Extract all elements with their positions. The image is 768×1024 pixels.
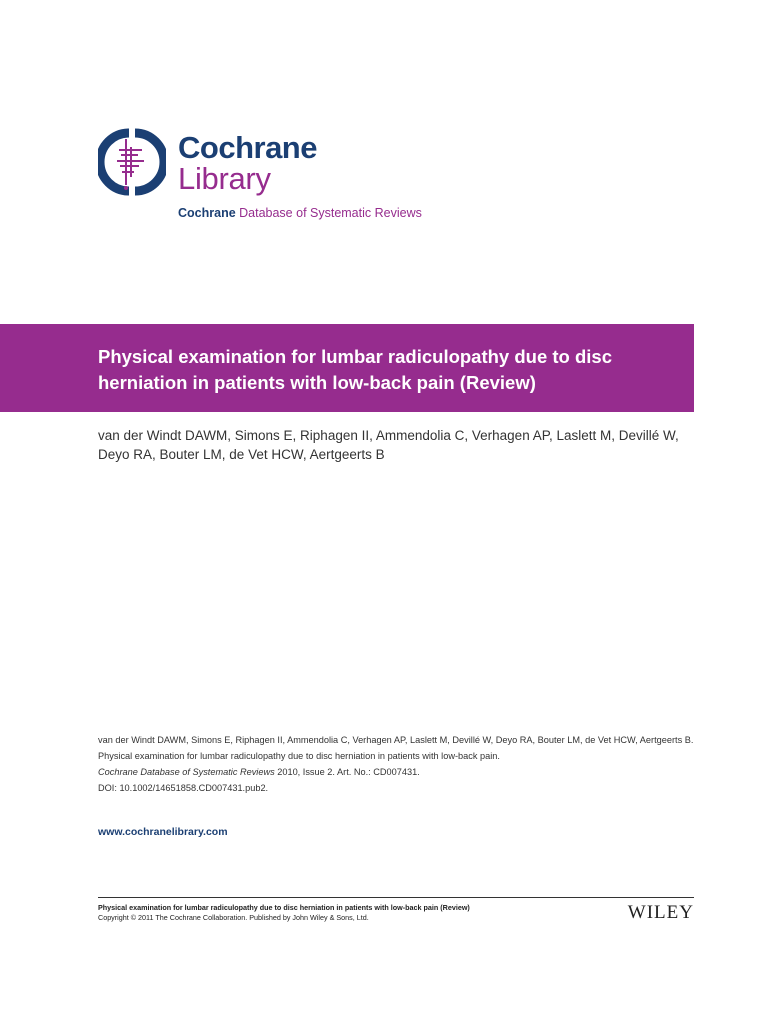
website-link[interactable]: www.cochranelibrary.com [98,826,228,838]
database-name-rest: Database of Systematic Reviews [235,206,422,220]
author-list: van der Windt DAWM, Simons E, Riphagen II, Ammendolia C, Verhagen AP, Laslett M, Devillé W, Deyo RA, Bouter LM, de Vet HCW, Aertgeerts B [98,428,679,462]
citation-block [98,732,698,796]
footer-divider [98,897,694,898]
citation-journal: Cochrane Database of Systematic Reviews [98,767,275,777]
citation-authors: van der Windt DAWM, Simons E, Riphagen II, Ammendolia C, Verhagen AP, Laslett M, Devillé W, Deyo RA, Bouter LM, de Vet HCW, Aertgeerts B. [98,735,694,745]
citation-doi: DOI: 10.1002/14651858.CD007431.pub2. [98,783,269,793]
footer-copyright: Copyright © 2011 The Cochrane Collaboration. Published by John Wiley & Sons, Ltd. [98,913,369,922]
logo-wordmark [178,132,317,194]
logo-word-library: Library [178,161,271,196]
database-name [178,206,422,220]
wiley-logo: WILEY [627,902,694,923]
citation-issue: 2010, Issue 2. Art. No.: CD007431. [274,767,420,777]
logo-word-cochrane: Cochrane [178,130,317,165]
footer-text [98,903,578,923]
footer-title: Physical examination for lumbar radiculopathy due to disc herniation in patients with low-back pain (Review) [98,903,470,912]
database-name-brand: Cochrane [178,206,236,220]
citation-source [98,764,698,780]
cochrane-logo-icon [98,128,166,196]
review-title: Physical examination for lumbar radiculopathy due to disc herniation in patients with low-back pain (Review) [98,346,613,393]
citation-title: Physical examination for lumbar radiculopathy due to disc herniation in patients with low-back pain. [98,751,500,761]
